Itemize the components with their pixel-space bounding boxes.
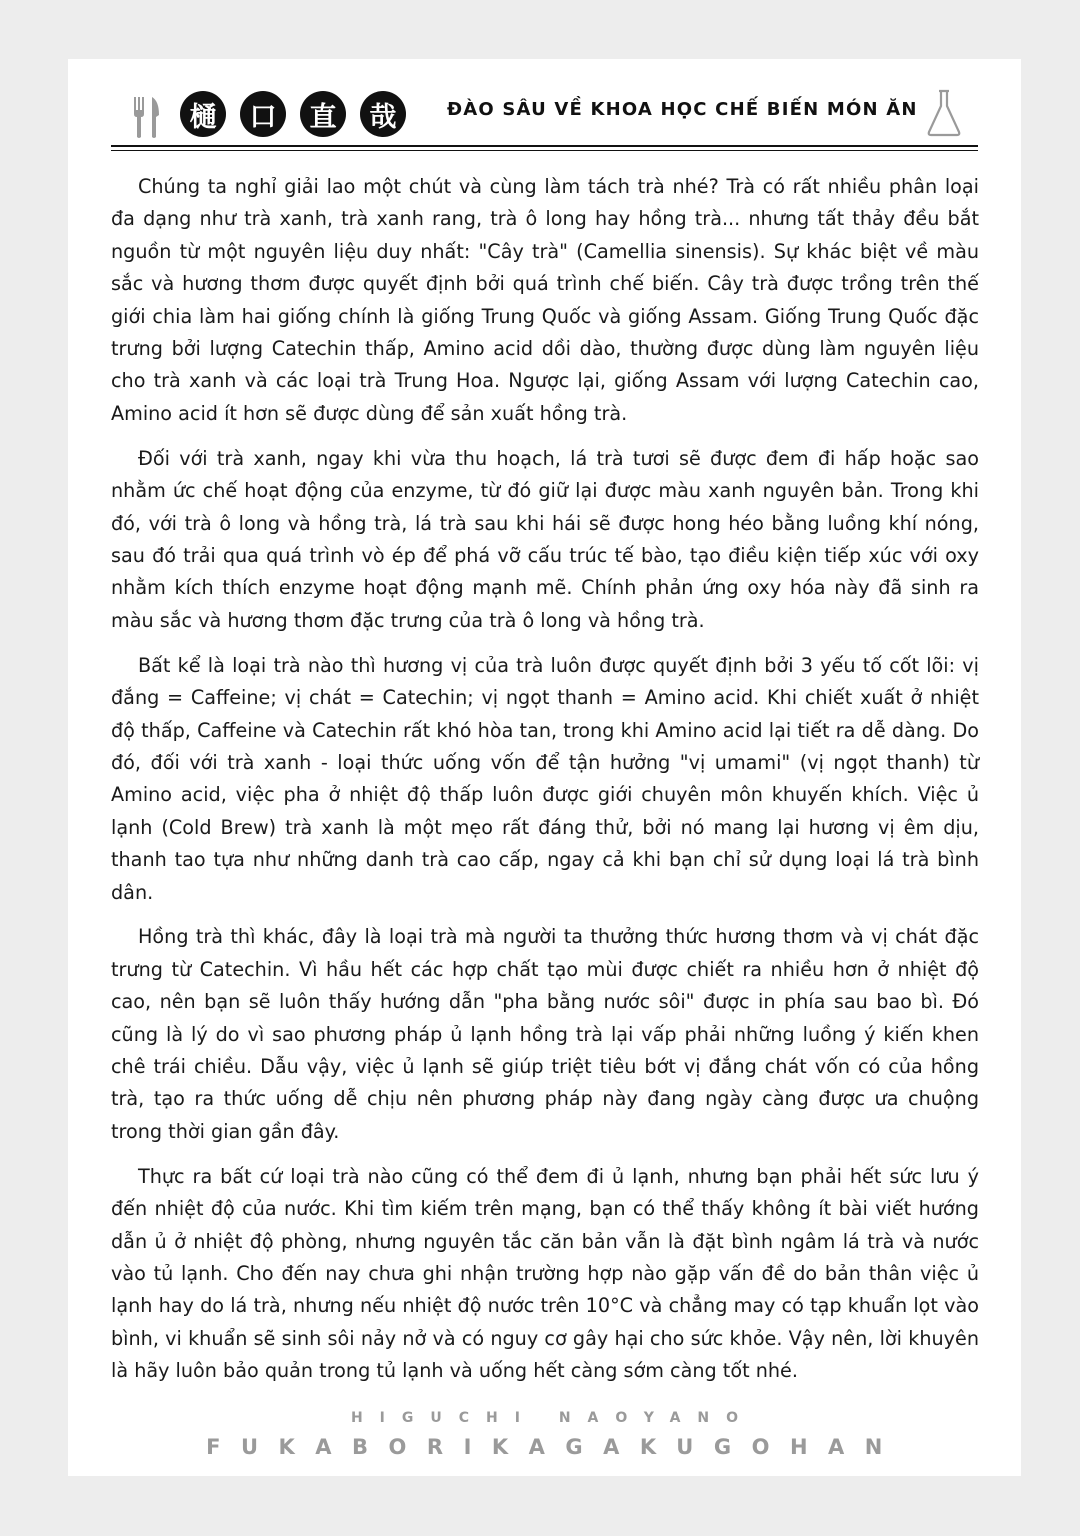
author-kanji-badges — [180, 91, 406, 137]
article-body — [111, 171, 979, 1400]
paragraph: Hồng trà thì khác, đây là loại trà mà người ta thưởng thức hương thơm và vị chát đặc trưng từ Catechin. Vì hầu hết các hợp chất tạo mùi được chiết ra nhiều hơn ở nhiệt độ cao, nên bạn sẽ luôn thấy hướng dẫn "pha bằng nước sôi" được in phía sau bao bì. Đó cũng là lý do vì sao phương pháp ủ lạnh hồng trà lại vấp phải những luồng ý kiến khen chê trái chiều. Dẫu vậy, việc ủ lạnh sẽ giúp triệt tiêu bớt vị đắng chát vốn có của hồng trà, tạo ra thức uống dễ chịu nên phương pháp này đang ngày càng được ưa chuộng trong thời gian gần đây. — [111, 925, 979, 1143]
header-rule — [111, 145, 978, 147]
flask-icon — [926, 89, 962, 137]
paragraph: Chúng ta nghỉ giải lao một chút và cùng làm tách trà nhé? Trà có rất nhiều phân loại đa dạng như trà xanh, trà xanh rang, trà ô long hay hồng trà... nhưng tất thảy đều bắt nguồn từ một nguyên liệu duy nhất: "Cây trà" (Camellia sinensis). Sự khác biệt về màu sắc và hương thơm được quyết định bởi quá trình chế biến. Cây trà được trồng trên thế giới chia làm hai giống chính là giống Trung Quốc và giống Assam. Giống Trung Quốc đặc trưng bởi lượng Catechin thấp, Amino acid dồi dào, thường được dùng làm nguyên liệu cho trà xanh và các loại trà Trung Hoa. Ngược lại, giống Assam với lượng Catechin cao, Amino acid ít hơn sẽ được dùng để sản xuất hồng trà. — [111, 175, 979, 425]
kanji-badge: 直 — [300, 91, 346, 137]
fork-knife-icon — [132, 95, 162, 139]
page-header — [68, 59, 1021, 159]
page-title: ĐÀO SÂU VỀ KHOA HỌC CHẾ BIẾN MÓN ĂN — [447, 99, 918, 120]
kanji-badge: 樋 — [180, 91, 226, 137]
page — [68, 59, 1021, 1476]
header-rule — [111, 150, 978, 151]
paragraph: Bất kể là loại trà nào thì hương vị của trà luôn được quyết định bởi 3 yếu tố cốt lõi: vị đắng = Caffeine; vị chát = Catechin; vị ngọt thanh = Amino acid. Khi chiết xuất ở nhiệt độ thấp, Caffeine và Catechin rất khó hòa tan, trong khi Amino acid lại tiết ra dễ dàng. Do đó, đối với trà xanh - loại thức uống vốn để tận hưởng "vị umami" (vị ngọt thanh) từ Amino acid, việc pha ở nhiệt độ thấp luôn được giới chuyên môn khuyến khích. Việc ủ lạnh (Cold Brew) trà xanh là một mẹo rất đáng thử, bởi nó mang lại hương vị êm dịu, thanh tao tựa như những danh trà cao cấp, ngay cả khi bạn chỉ sử dụng loại lá trà bình dân. — [111, 653, 979, 904]
paragraph: Thực ra bất cứ loại trà nào cũng có thể đem đi ủ lạnh, nhưng bạn phải hết sức lưu ý đến nhiệt độ của nước. Khi tìm kiếm trên mạng, bạn có thể thấy không ít bài viết hướng dẫn ủ ở nhiệt độ phòng, nhưng nguyên tắc căn bản vẫn là đặt bình ngâm lá trà và nước vào tủ lạnh. Cho đến nay chưa ghi nhận trường hợp nào gặp vấn đề do bản thân việc ủ lạnh hay do lá trà, nhưng nếu nhiệt độ nước trên 10°C và chẳng may có tạp khuẩn lọt vào bình, vi khuẩn sẽ sinh sôi nảy nở và có nguy cơ gây hại cho sức khỏe. Vậy nên, lời khuyên là hãy luôn bảo quản trong tủ lạnh và uống hết càng sớm càng tốt nhé. — [111, 1164, 979, 1383]
footer-series: FUKABORIKAGAKUGOHAN — [206, 1435, 903, 1459]
kanji-badge: 口 — [240, 91, 286, 137]
footer-author: HIGUCHI NAOYANO — [350, 1410, 756, 1426]
kanji-badge: 哉 — [360, 91, 406, 137]
paragraph: Đối với trà xanh, ngay khi vừa thu hoạch, lá trà tươi sẽ được đem đi hấp hoặc sao nhằm ức chế hoạt động của enzyme, từ đó giữ lại được màu xanh nguyên bản. Trong khi đó, với trà ô long và hồng trà, lá trà sau khi hái sẽ được hong héo bằng luồng khí nóng, sau đó trải qua quá trình vò ép để phá vỡ cấu trúc tế bào, tạo điều kiện tiếp xúc với oxy nhằm kích thích enzyme hoạt động mạnh mẽ. Chính phản ứng oxy hóa này đã sinh ra màu sắc và hương thơm đặc trưng của trà ô long và hồng trà. — [111, 446, 979, 632]
